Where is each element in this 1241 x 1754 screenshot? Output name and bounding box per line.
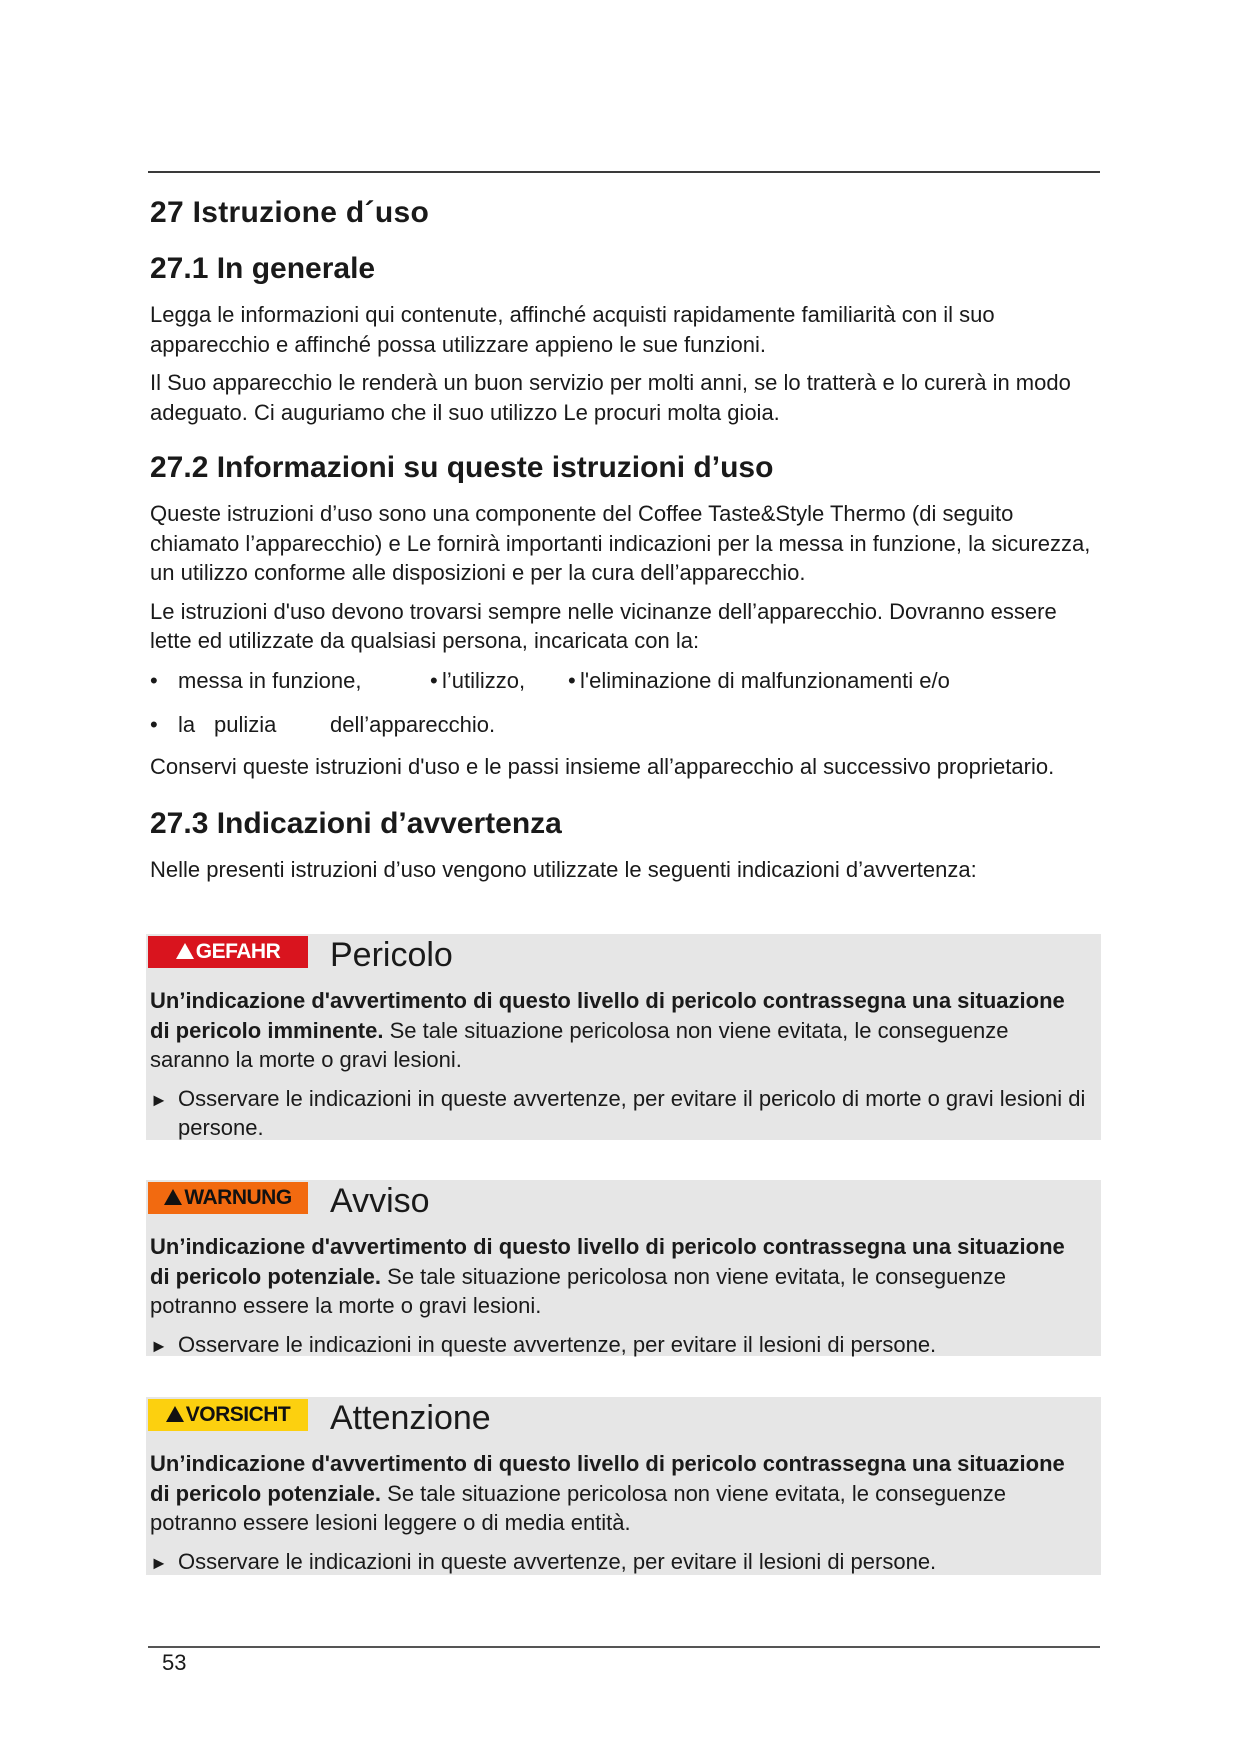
warning-title: Avviso <box>330 1182 430 1220</box>
warning-triangle-icon <box>176 943 194 959</box>
section-title-warnings: 27.3 Indicazioni d’avvertenza <box>150 807 562 840</box>
warning-text: Se tale situazione pericolosa non viene evitata, le conseguenze potranno essere la morte o gravi lesioni. <box>150 1263 1007 1318</box>
warning-title: Pericolo <box>330 936 453 974</box>
bullet-icon: • <box>430 667 438 693</box>
vorsicht-badge <box>148 1399 308 1431</box>
action-text: Osservare le indicazioni in queste avvertenze, per evitare il pericolo di morte o gravi lesioni di persone. <box>178 1085 1086 1140</box>
bullet-icon: • <box>150 711 158 737</box>
warning-body <box>150 1232 1090 1361</box>
bullet-icon: • <box>150 667 158 693</box>
warning-body <box>150 1449 1090 1578</box>
bullet-icon: • <box>568 667 576 693</box>
warning-action <box>150 1330 1090 1362</box>
arrow-right-icon: ► <box>150 1552 168 1573</box>
warning-action <box>150 1084 1090 1143</box>
warning-box-caution <box>146 1397 1101 1575</box>
bullet-row <box>150 712 1100 742</box>
warning-lead: Un’indicazione d'avvertimento di questo livello di pericolo contrassegna una situazione di pericolo potenziale. <box>150 1234 1065 1289</box>
warning-lead: Un’indicazione d'avvertimento di questo livello di pericolo contrassegna una situazione di pericolo potenziale. <box>150 1451 1065 1506</box>
warning-title: Attenzione <box>330 1399 491 1437</box>
section-title-instructions-info: 27.2 Informazioni su queste istruzioni d’uso <box>150 451 774 484</box>
bullet-row <box>150 668 1100 698</box>
warning-triangle-icon <box>166 1406 184 1422</box>
warning-body <box>150 986 1090 1143</box>
list-item: la <box>178 711 196 737</box>
page-number: 53 <box>162 1650 187 1675</box>
warning-lead: Un’indicazione d'avvertimento di questo livello di pericolo contrassegna una situazione di pericolo imminente. <box>150 988 1065 1043</box>
warning-description <box>150 986 1090 1075</box>
paragraph: Le istruzioni d'uso devono trovarsi sempre nelle vicinanze dell’apparecchio. Dovranno essere lette ed utilizzate da qualsiasi persona, incaricata con la: <box>150 598 1057 653</box>
warning-box-warning <box>146 1180 1101 1356</box>
warnung-badge <box>148 1182 308 1214</box>
paragraph: Conservi queste istruzioni d'uso e le passi insieme all’apparecchio al successivo proprietario. <box>150 753 1055 779</box>
warning-text: Se tale situazione pericolosa non viene evitata, le conseguenze potranno essere lesioni leggere o di media entità. <box>150 1480 1007 1535</box>
warning-action <box>150 1547 1090 1579</box>
gefahr-badge <box>148 936 308 968</box>
warning-box-danger <box>146 934 1101 1140</box>
arrow-right-icon: ► <box>150 1335 168 1356</box>
warning-description <box>150 1232 1090 1321</box>
badge-label: WARNUNG <box>184 1186 292 1209</box>
paragraph: Queste istruzioni d’uso sono una componente del Coffee Taste&Style Thermo (di seguito chiamato l’apparecchio) e Le fornirà importanti indicazioni per la messa in funzione, la sicurezza, un utilizzo conforme alle disposizioni e per la cura dell’apparecchio. <box>150 501 1091 585</box>
list-item: pulizia <box>214 711 277 737</box>
warning-triangle-icon <box>164 1189 182 1205</box>
badge-label: GEFAHR <box>195 940 281 963</box>
warning-text: Se tale situazione pericolosa non viene evitata, le conseguenze saranno la morte o gravi lesioni. <box>150 1017 1009 1072</box>
paragraph: Il Suo apparecchio le renderà un buon servizio per molti anni, se lo tratterà e lo curerà in modo adeguato. Ci auguriamo che il suo utilizzo Le procuri molta gioia. <box>150 370 1071 425</box>
list-item: l’utilizzo, <box>442 667 526 693</box>
action-text: Osservare le indicazioni in queste avvertenze, per evitare il lesioni di persone. <box>178 1331 937 1357</box>
list-item: dell’apparecchio. <box>330 711 496 737</box>
header-rule <box>148 171 1100 173</box>
paragraph: Nelle presenti istruzioni d’uso vengono utilizzate le seguenti indicazioni d’avvertenza: <box>150 857 977 882</box>
paragraph: Legga le informazioni qui contenute, affinché acquisti rapidamente familiarità con il suo apparecchio e affinché possa utilizzare appieno le sue funzioni. <box>150 302 995 357</box>
list-item: l'eliminazione di malfunzionamenti e/o <box>580 667 950 693</box>
chapter-title: 27 Istruzione d´uso <box>150 196 430 229</box>
warning-description <box>150 1449 1090 1538</box>
footer-rule <box>148 1646 1100 1648</box>
arrow-right-icon: ► <box>150 1089 168 1110</box>
action-text: Osservare le indicazioni in queste avvertenze, per evitare il lesioni di persone. <box>178 1548 937 1574</box>
badge-label: VORSICHT <box>185 1403 291 1426</box>
section-title-general: 27.1 In generale <box>150 252 376 285</box>
main-content <box>150 196 1100 885</box>
list-item: messa in funzione, <box>178 667 362 693</box>
